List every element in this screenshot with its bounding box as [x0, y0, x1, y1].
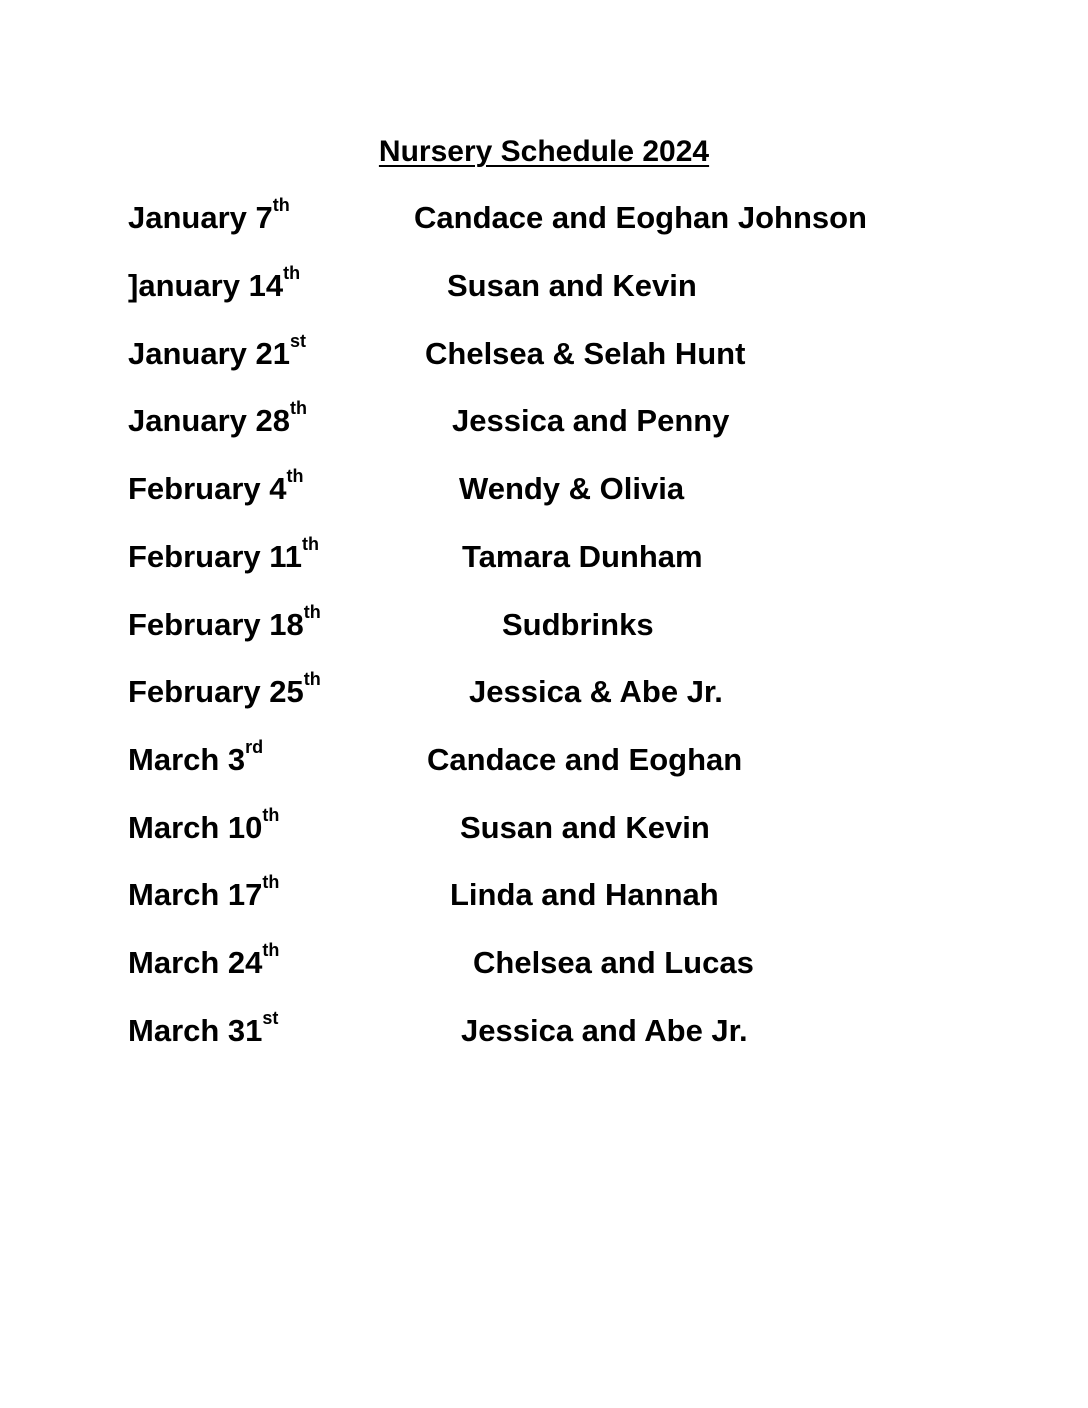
schedule-names: Candace and Eoghan: [427, 742, 743, 777]
schedule-row: [0, 264, 1088, 308]
schedule-row: [0, 196, 1088, 240]
schedule-names: Linda and Hannah: [450, 877, 719, 912]
schedule-date: February 4th: [128, 465, 304, 506]
schedule-date: March 31st: [128, 1007, 279, 1048]
schedule-row: [0, 467, 1088, 511]
schedule-row: [0, 1009, 1088, 1053]
schedule-date: January 7th: [128, 194, 290, 235]
schedule-names: Chelsea & Selah Hunt: [425, 336, 746, 371]
schedule-date: ]anuary 14th: [128, 262, 301, 303]
schedule-names: Chelsea and Lucas: [473, 945, 754, 980]
schedule-names: Jessica and Penny: [452, 403, 730, 438]
schedule-row: [0, 941, 1088, 985]
page-title: Nursery Schedule 2024: [378, 135, 710, 168]
schedule-date: March 17th: [128, 871, 280, 912]
schedule-date: March 3rd: [128, 736, 264, 777]
schedule-names: Susan and Kevin: [447, 268, 697, 303]
schedule-names: Candace and Eoghan Johnson: [414, 200, 867, 235]
schedule-row: [0, 603, 1088, 647]
schedule-date: January 21st: [128, 330, 307, 371]
schedule-row: [0, 332, 1088, 376]
schedule-date: January 28th: [128, 397, 307, 438]
schedule-row: [0, 399, 1088, 443]
schedule-date: February 18th: [128, 601, 321, 642]
schedule-names: Jessica & Abe Jr.: [469, 674, 723, 709]
schedule-date: March 24th: [128, 939, 280, 980]
schedule-names: Wendy & Olivia: [459, 471, 685, 506]
schedule-row: [0, 670, 1088, 714]
schedule-row: [0, 873, 1088, 917]
schedule-names: Jessica and Abe Jr.: [461, 1013, 748, 1048]
schedule-names: Tamara Dunham: [462, 539, 703, 574]
schedule-date: February 11th: [128, 533, 320, 574]
schedule-date: March 10th: [128, 804, 280, 845]
schedule-names: Sudbrinks: [502, 607, 654, 642]
schedule-names: Susan and Kevin: [460, 810, 710, 845]
schedule-row: [0, 806, 1088, 850]
schedule-row: [0, 535, 1088, 579]
schedule-date: February 25th: [128, 668, 321, 709]
schedule-row: [0, 738, 1088, 782]
